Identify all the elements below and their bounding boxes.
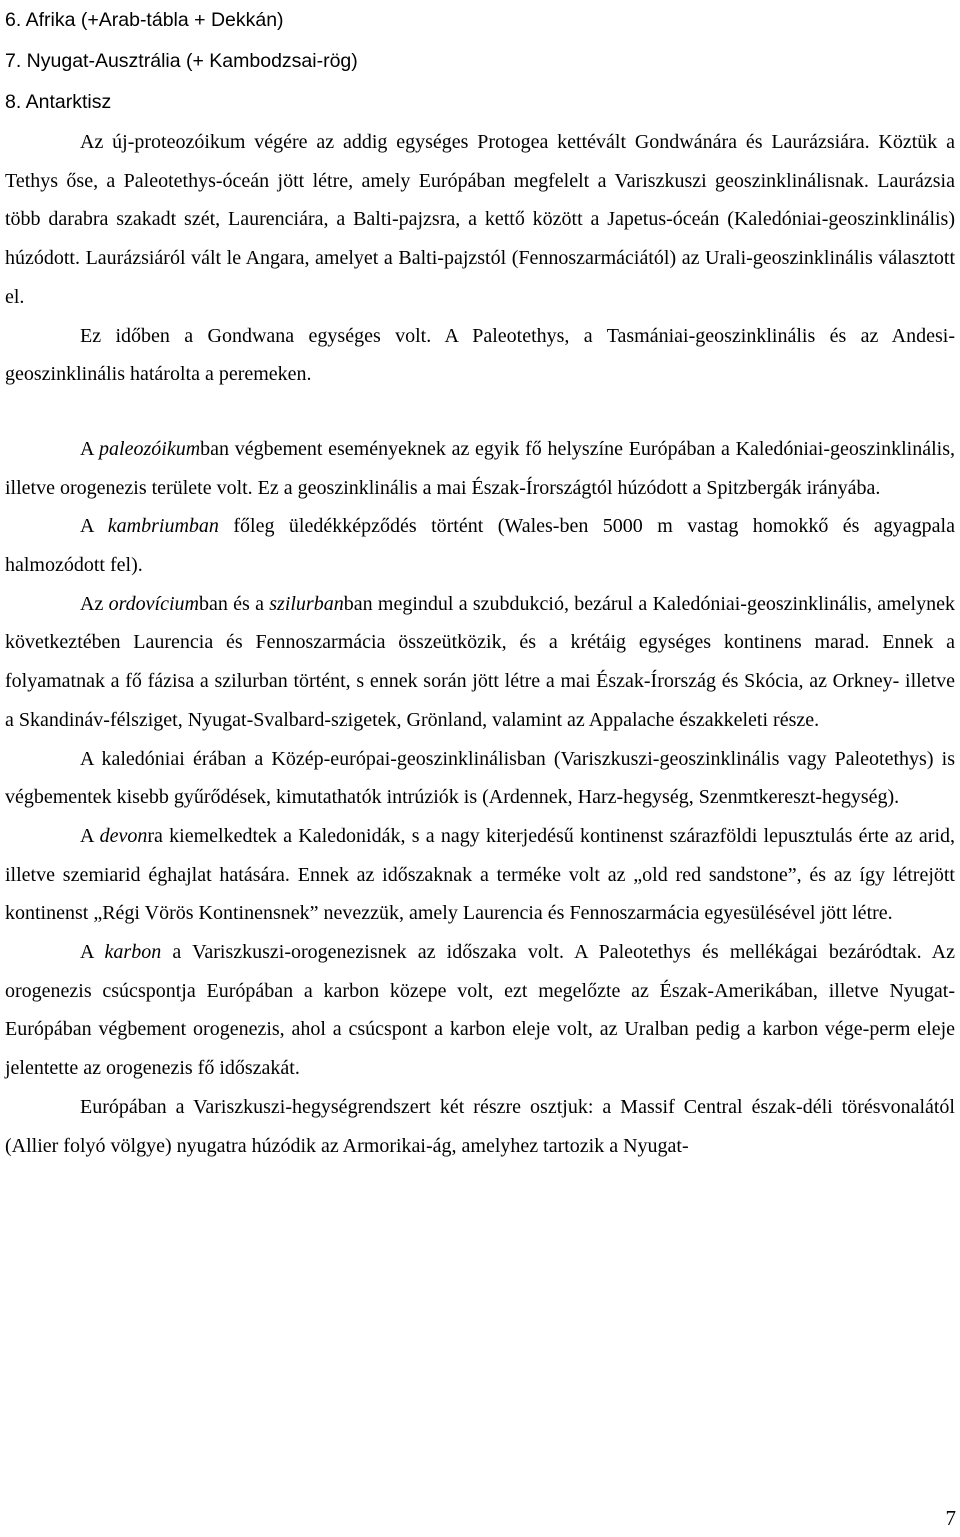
text-run: A: [80, 941, 105, 964]
paragraph: [5, 430, 955, 507]
paragraph: [5, 817, 955, 933]
paragraph: [5, 1088, 955, 1165]
section-paragraphs-a: [5, 123, 955, 394]
italic-term: ordovícium: [108, 592, 199, 615]
document-page: [5, 0, 955, 1165]
text-run: főleg üledékképződés történt (Wales-ben 5000 m vastag homokkő és agyagpala halmozódott fel).: [5, 515, 955, 577]
list-item: 8. Antarktisz: [5, 91, 112, 113]
page-number: 7: [945, 1506, 956, 1530]
paragraph: [5, 123, 955, 317]
section-paragraphs-b: [5, 430, 955, 1165]
text-run: Ez időben a Gondwana egységes volt. A Paleotethys, a Tasmániai-geoszinklinális és az Andesi-geoszinklinális határolta a peremeken.: [5, 324, 955, 386]
numbered-list: [5, 0, 955, 123]
italic-term: kambriumban: [107, 515, 219, 538]
italic-term: szilurban: [269, 592, 344, 615]
italic-term: karbon: [104, 941, 162, 964]
text-run: A kaledóniai érában a Közép-európai-geoszinklinálisban (Variszkuszi-geoszinklinális vagy Paleotethys) is végbementek kisebb gyűrődések, kimutathatók intrúziók is (Ardennek, Harz-hegység, Szenmtkereszt-hegység).: [5, 747, 955, 809]
paragraph: [5, 317, 955, 394]
text-run: Az új-proteozóikum végére az addig egységes Protogea kettévált Gondwánára és Laurázsiára. Köztük a Tethys őse, a Paleotethys-óceán jött létre, amely Európában megfelelt a Variszkuszi geoszinklinálisnak. Laurázsia több darabra szakadt szét, Laurenciára, a Balti-pajzsra, a kettő között a Japetus-óceán (Kaledóniai-geoszinklinális) húzódott. Laurázsiáról vált le Angara, amelyet a Balti-pajzstól (Fennoszarmáciától) az Urali-geoszinklinális választott el.: [5, 131, 955, 308]
text-run: A: [80, 824, 100, 847]
text-run: a Variszkuszi-orogenezisnek az időszaka volt. A Paleotethys és mellékágai bezáródtak. Az orogenezis csúcspontja Európában a karbon közepe volt, ezt megelőzte az Észak-Amerikában, illetve Nyugat-Európában végbement orogenezis, ahol a csúcspont a karbon eleje volt, az Uralban pedig a karbon vége-perm eleje jelentette az orogenezis fő időszakát.: [5, 941, 955, 1080]
text-run: ban megindul a szubdukció, bezárul a Kaledóniai-geoszinklinális, amelynek következtében Laurencia és Fennoszarmácia összeütközik, és a krétáig egységes kontinens marad. Ennek a folyamatnak a fő fázisa a szilurban történt, s ennek során jött létre a mai Észak-Írország és Skócia, az Orkney- illetve a Skandináv-félsziget, Nyugat-Svalbard-szigetek, Grönland, valamint az Appalache északkeleti része.: [5, 592, 955, 731]
list-item: 7. Nyugat-Ausztrália (+ Kambodzsai-rög): [5, 50, 358, 72]
text-run: A: [80, 515, 108, 538]
text-run: ban és a: [198, 592, 270, 615]
text-run: ra kiemelkedtek a Kaledonidák, s a nagy kiterjedésű kontinenst szárazföldi lepusztulás érte az arid, illetve szemiarid éghajlat hatására. Ennek az időszaknak a terméke volt az „old red sandstone”, és az így létrejött kontinenst „Régi Vörös Kontinensnek” nevezzük, amely Laurencia és Fennoszarmácia egyesülésével jött létre.: [5, 824, 955, 925]
paragraph: [5, 585, 955, 740]
section-gap: [5, 394, 955, 430]
italic-term: devon: [99, 824, 148, 847]
text-run: Az: [80, 592, 109, 615]
paragraph: [5, 740, 955, 817]
text-run: ban végbement eseményeknek az egyik fő helyszíne Európában a Kaledóniai-geoszinklinális, illetve orogenezis területe volt. Ez a geoszinklinális a mai Észak-Írországtól húzódott a Spitzbergák irányába.: [5, 437, 955, 499]
list-item: 6. Afrika (+Arab-tábla + Dekkán): [5, 9, 284, 31]
paragraph: [5, 933, 955, 1088]
text-run: Európában a Variszkuszi-hegységrendszert két részre osztjuk: a Massif Central észak-déli törésvonalától (Allier folyó völgye) nyugatra húzódik az Armorikai-ág, amelyhez tartozik a Nyugat-: [5, 1095, 955, 1157]
italic-term: paleozóikum: [99, 437, 201, 460]
text-run: A: [80, 437, 100, 460]
paragraph: [5, 507, 955, 584]
